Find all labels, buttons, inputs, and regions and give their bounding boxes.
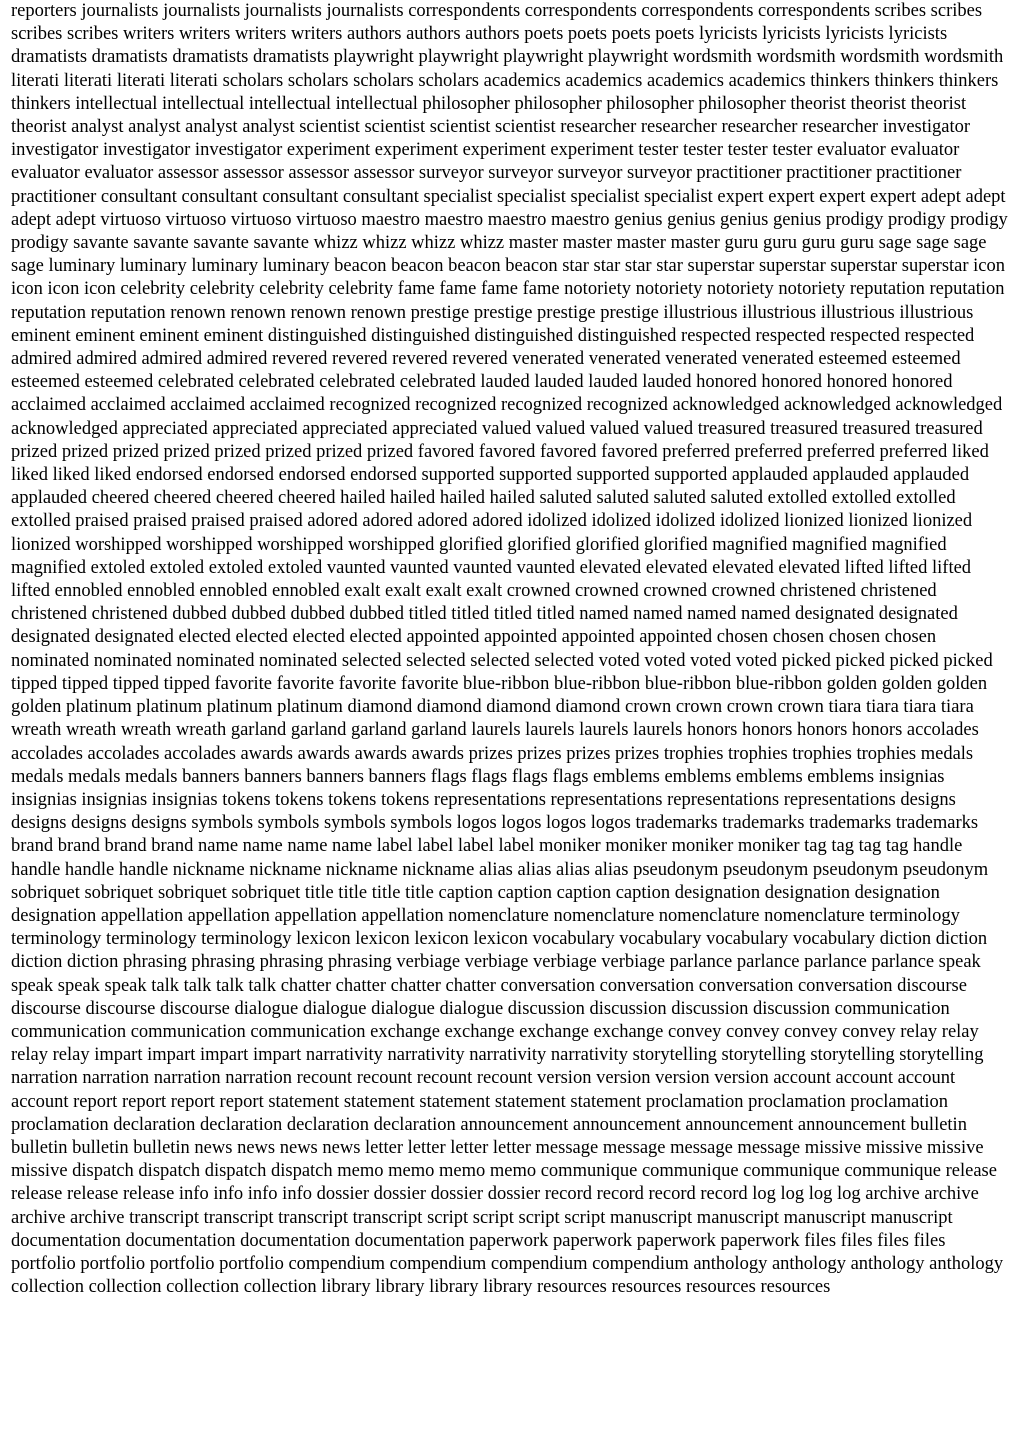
document-body-text: reporters journalists journalists journalists journalists correspondents correspondents correspondents correspondents scribes scribes scribes scribes writers writers writers writers authors authors authors poets poets poets poets lyricists lyricists lyricists lyricists dramatists dramatists dramatists dramatists playwright playwright playwright playwright wordsmith wordsmith wordsmith wordsmith literati literati literati literati scholars scholars scholars scholars academics academics academics academics thinkers thinkers thinkers thinkers intellectual intellectual intellectual intellectual philosopher philosopher philosopher philosopher theorist theorist theorist theorist analyst analyst analyst analyst scientist scientist scientist scientist researcher researcher researcher researcher investigator investigator investigator investigator experiment experiment experiment experiment tester tester tester tester evaluator evaluator evaluator evaluator assessor assessor assessor assessor surveyor surveyor surveyor surveyor practitioner practitioner practitioner practitioner consultant consultant consultant consultant specialist specialist specialist specialist expert expert expert expert adept adept adept adept virtuoso virtuoso virtuoso virtuoso maestro maestro maestro maestro genius genius genius genius prodigy prodigy prodigy prodigy savante savante savante savante whizz whizz whizz whizz master master master master guru guru guru guru sage sage sage sage luminary luminary luminary luminary beacon beacon beacon beacon star star star star superstar superstar superstar superstar icon icon icon icon celebrity celebrity celebrity celebrity fame fame fame fame notoriety notoriety notoriety notoriety reputation reputation reputation reputation renown renown renown renown prestige prestige prestige prestige illustrious illustrious illustrious illustrious eminent eminent eminent eminent distinguished distinguished distinguished distinguished respected respected respected respected admired admired admired admired revered revered revered revered venerated venerated venerated venerated esteemed esteemed esteemed esteemed celebrated celebrated celebrated celebrated lauded lauded lauded lauded honored honored honored honored acclaimed acclaimed acclaimed acclaimed recognized recognized recognized recognized acknowledged acknowledged acknowledged acknowledged appreciated appreciated appreciated appreciated valued valued valued valued treasured treasured treasured treasured prized prized prized prized prized prized prized prized favored favored favored favored preferred preferred preferred preferred liked liked liked liked endorsed endorsed endorsed endorsed supported supported supported supported applauded applauded applauded applauded cheered cheered cheered cheered hailed hailed hailed hailed saluted saluted saluted saluted extolled extolled extolled extolled praised praised praised praised adored adored adored adored idolized idolized idolized idolized lionized lionized lionized lionized worshipped worshipped worshipped worshipped glorified glorified glorified glorified magnified magnified magnified magnified extoled extoled extoled extoled vaunted vaunted vaunted vaunted elevated elevated elevated elevated lifted lifted lifted lifted ennobled ennobled ennobled ennobled exalt exalt exalt exalt crowned crowned crowned crowned christened christened christened christened dubbed dubbed dubbed dubbed titled titled titled titled named named named named designated designated designated designated elected elected elected elected appointed appointed appointed appointed chosen chosen chosen chosen nominated nominated nominated nominated selected selected selected selected voted voted voted voted picked picked picked picked tipped tipped tipped tipped favorite favorite favorite favorite blue-ribbon blue-ribbon blue-ribbon blue-ribbon golden golden golden golden platinum platinum platinum platinum diamond diamond diamond diamond crown crown crown crown tiara tiara tiara tiara wreath wreath wreath wreath garland garland garland garland laurels laurels laurels laurels honors honors honors honors accolades accolades accolades accolades awards awards awards awards prizes prizes prizes prizes trophies trophies trophies trophies medals medals medals medals banners banners banners banners flags flags flags flags emblems emblems emblems emblems insignias insignias insignias insignias tokens tokens tokens tokens representations representations representations representations designs designs designs designs symbols symbols symbols symbols logos logos logos logos trademarks trademarks trademarks trademarks brand brand brand brand name name name name label label label label moniker moniker moniker moniker tag tag tag tag handle handle handle handle nickname nickname nickname nickname alias alias alias alias pseudonym pseudonym pseudonym pseudonym sobriquet sobriquet sobriquet sobriquet title title title title caption caption caption caption designation designation designation designation appellation appellation appellation appellation nomenclature nomenclature nomenclature nomenclature terminology terminology terminology terminology lexicon lexicon lexicon lexicon vocabulary vocabulary vocabulary vocabulary diction diction diction diction phrasing phrasing phrasing phrasing verbiage verbiage verbiage verbiage parlance parlance parlance parlance speak speak speak speak talk talk talk talk chatter chatter chatter chatter conversation conversation conversation conversation discourse discourse discourse discourse dialogue dialogue dialogue dialogue discussion discussion discussion discussion communication communication communication communication exchange exchange exchange exchange convey convey convey convey relay relay relay relay impart impart impart impart narrativity narrativity narrativity narrativity storytelling storytelling storytelling storytelling narration narration narration narration recount recount recount recount version version version version account account account account report report report report statement statement statement statement statement proclamation proclamation proclamation proclamation declaration declaration declaration declaration announcement announcement announcement announcement bulletin bulletin bulletin bulletin news news news news letter letter letter letter message message message message missive missive missive missive dispatch dispatch dispatch dispatch memo memo memo memo communique communique communique communique release release release release info info info info dossier dossier dossier dossier record record record record log log log log archive archive archive archive transcript transcript transcript transcript script script script script manuscript manuscript manuscript manuscript documentation documentation documentation documentation paperwork paperwork paperwork paperwork files files files files portfolio portfolio portfolio portfolio compendium compendium compendium compendium anthology anthology anthology anthology collection collection collection collection library library library library resources resources resources resources (11, 1, 1008, 1298)
